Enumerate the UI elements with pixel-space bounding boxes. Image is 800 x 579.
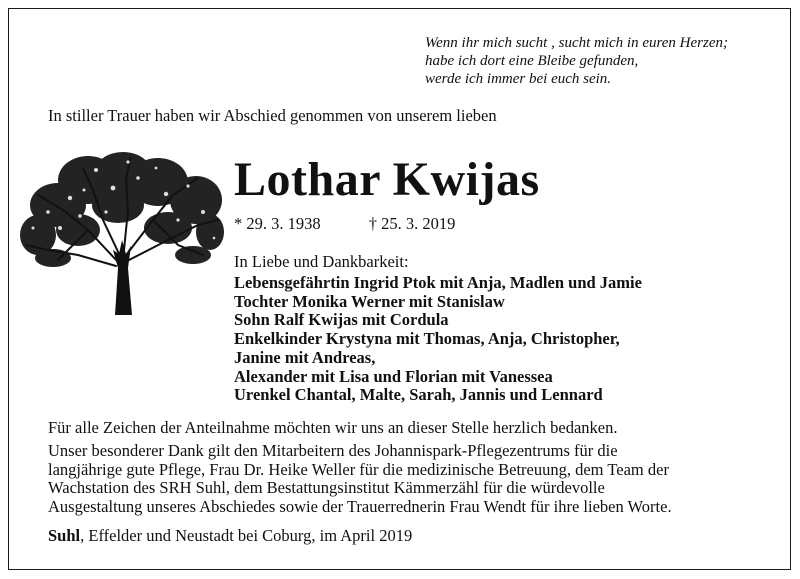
- signature-line: [48, 526, 412, 546]
- signature-place: Suhl: [48, 526, 81, 545]
- gratitude-line: Ausgestaltung unseres Abschiedes sowie der Trauerrednerin Frau Wendt für ihre lieben Worte.: [48, 497, 672, 517]
- family-line: Sohn Ralf Kwijas mit Cordula: [234, 310, 449, 330]
- deceased-name: Lothar Kwijas: [234, 153, 540, 206]
- gratitude-line: Unser besonderer Dank gilt den Mitarbeitern des Johannispark-Pflegezentrums für die: [48, 441, 618, 460]
- family-line: Tochter Monika Werner mit Stanislaw: [234, 291, 505, 311]
- family-list: [234, 274, 642, 405]
- family-line: Alexander mit Lisa und Florian mit Vanessea: [234, 366, 553, 386]
- family-line: Enkelkinder Krystyna mit Thomas, Anja, Christopher,: [234, 329, 620, 349]
- life-dates: [234, 214, 455, 234]
- thanks-intro: In Liebe und Dankbarkeit:: [234, 252, 409, 271]
- poem-line: werde ich immer bei euch sein.: [425, 71, 612, 87]
- birth-date: * 29. 3. 1938: [234, 214, 321, 233]
- closing-text: Für alle Zeichen der Anteilnahme möchten wir uns an dieser Stelle herzlich bedanken.: [48, 418, 618, 437]
- poem-line: Wenn ihr mich sucht , sucht mich in euren Herzen;: [425, 35, 729, 51]
- gratitude-paragraph: [48, 442, 768, 517]
- death-date: † 25. 3. 2019: [368, 214, 456, 233]
- family-line: Janine mit Andreas,: [234, 347, 376, 367]
- signature-rest: , Effelder und Neustadt bei Coburg, im April 2019: [80, 526, 413, 545]
- gratitude-line: langjährige gute Pflege, Frau Dr. Heike Weller für die medizinische Betreuung, dem Team der: [48, 459, 669, 479]
- family-line: Lebensgefährtin Ingrid Ptok mit Anja, Madlen und Jamie: [234, 273, 642, 292]
- intro-text: In stiller Trauer haben wir Abschied genommen von unserem lieben: [48, 106, 497, 125]
- gratitude-line: Wachstation des SRH Suhl, dem Bestattungsinstitut Kämmerzähl für die würdevolle: [48, 478, 605, 498]
- tree-silhouette-icon: [18, 150, 224, 315]
- family-line: Urenkel Chantal, Malte, Sarah, Jannis und Lennard: [234, 385, 603, 405]
- poem-line: habe ich dort eine Bleibe gefunden,: [425, 53, 639, 69]
- poem: [425, 34, 785, 88]
